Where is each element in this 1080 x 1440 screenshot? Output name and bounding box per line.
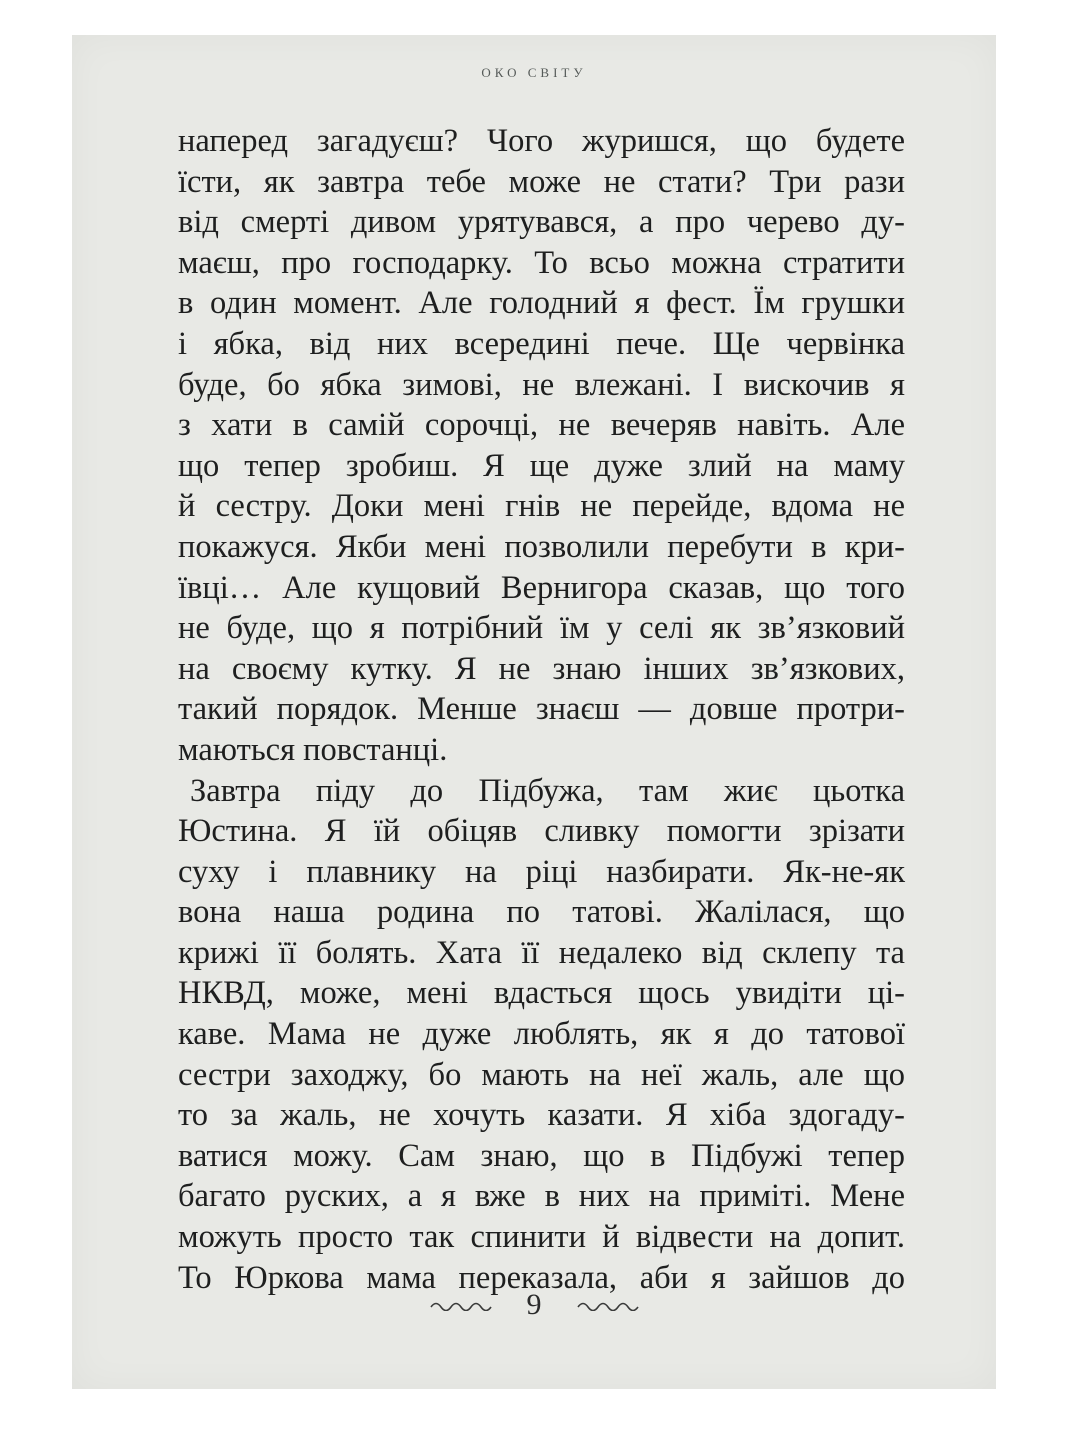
right-wave-ornament-icon — [576, 1299, 640, 1311]
text-line: багато руских, а я вже в них на приміті. Мене — [178, 1178, 905, 1215]
text-line: й сестру. Доки мені гнів не перейде, вдома не — [178, 488, 905, 525]
text-line: наперед загадуєш? Чого журишся, що будете — [178, 123, 905, 159]
left-wave-ornament-icon — [429, 1299, 493, 1311]
text-line: Юстина. Я їй обіцяв сливку помогти зрізати — [178, 813, 905, 850]
text-line: і ябка, від них всередині пече. Ще червінка — [178, 325, 905, 362]
text-line: маєш, про господарку. То всьо можна стратити — [178, 244, 905, 281]
text-line: сестри заходжу, бо мають на неї жаль, але що — [178, 1056, 905, 1093]
text-line: ватися можу. Сам знаю, що в Підбужі тепер — [178, 1137, 905, 1174]
text-line: крижі її болять. Хата її недалеко від склепу та — [178, 934, 905, 971]
text-line: на своєму кутку. Я не знаю інших зв’язкових, — [178, 650, 905, 687]
text-line: не буде, що я потрібний їм у селі як зв’язковий — [178, 610, 905, 647]
book-page — [72, 35, 996, 1389]
paragraph-end-line: маються повстанці. — [178, 731, 448, 768]
text-line: вона наша родина по татові. Жалілася, що — [178, 894, 905, 931]
text-line: каве. Мама не дуже люблять, як я до татової — [178, 1016, 905, 1053]
text-line: То Юркова мама переказала, аби я зайшов до — [178, 1259, 905, 1296]
text-line: то за жаль, не хочуть казати. Я хіба здогаду- — [178, 1097, 905, 1134]
text-line: можуть просто так спинити й відвести на допит. — [178, 1219, 905, 1256]
text-line: НКВД, може, мені вдасться щось увидіти ці- — [178, 975, 905, 1012]
text-line: ївці… Але кущовий Вернигора сказав, що того — [178, 569, 905, 606]
body-text — [178, 121, 905, 1298]
paragraph-start-line: Завтра піду до Підбужа, там жиє цьотка — [190, 772, 905, 809]
text-line: з хати в самій сорочці, не вечеряв навіть. Але — [178, 407, 905, 444]
text-line: покажуся. Якби мені позволили перебути в кри- — [178, 528, 905, 565]
text-line: їсти, як завтра тебе може не стати? Три рази — [178, 163, 905, 200]
text-line: такий порядок. Менше знаєш — довше протри- — [178, 691, 905, 728]
page-number: 9 — [526, 1288, 542, 1321]
text-line: в один момент. Але голодний я фест. Їм грушки — [178, 285, 905, 322]
text-line: буде, бо ябка зимові, не влежані. І вискочив я — [178, 366, 905, 403]
text-line: суху і плавнику на ріці назбирати. Як-не-як — [178, 853, 905, 890]
text-line: що тепер зробиш. Я ще дуже злий на маму — [178, 447, 905, 484]
page-footer — [72, 1290, 996, 1320]
text-line: від смерті дивом урятувався, а про черево ду- — [178, 204, 905, 241]
running-head: ОКО СВІТУ — [481, 65, 587, 80]
